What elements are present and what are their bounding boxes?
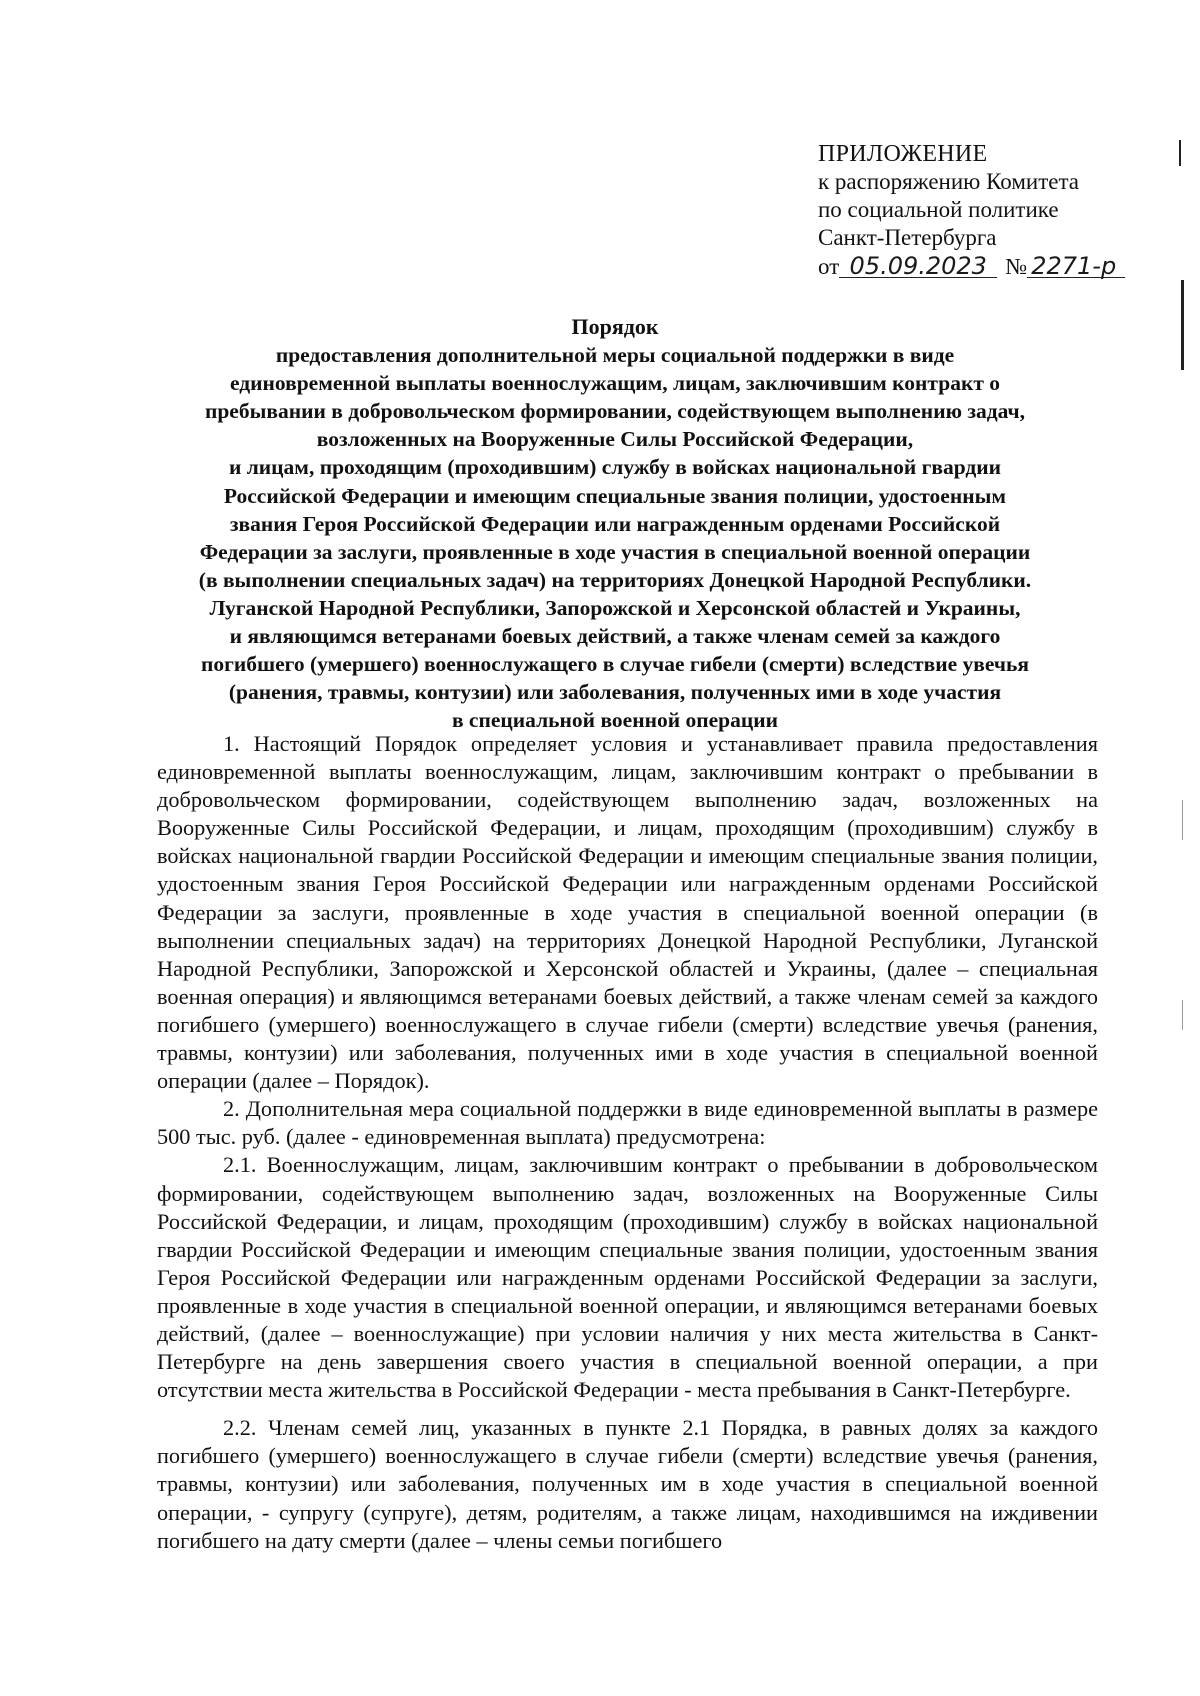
paragraph-1: 1. Настоящий Порядок определяет условия и устанавливает правила предоставления единовременной выплаты военнослужащим, лицам, заключившим контракт о пребывании в добровольческом формировании, содействующем выполнению задач, возложенных на Вооруженные Силы Российской Федерации, и лицам, проходящим (проходившим) службу в войсках национальной гвардии Российской Федерации и имеющим специальные звания полиции, удостоенным звания Героя Российской Федерации или награжденным орденами Российской Федерации за заслуги, проявленные в ходе участия в специальной военной операции (в выполнении специальных задач) на территориях Донецкой Народной Республики, Луганской Народной Республики, Запорожской и Херсонской областей и Украины, (далее – специальная военная операция) и являющимся ветеранами боевых действий, а также членам семей за каждого погибшего (умершего) военнослужащего в случае гибели (смерти) вследствие увечья (ранения, травмы, контузии) или заболевания, полученных ими в ходе участия в специальной военной операции (далее – Порядок). — [157, 731, 1098, 1094]
title-line: звания Героя Российской Федерации или награжденным орденами Российской — [229, 511, 1001, 536]
title-line: единовременной выплаты военнослужащим, лицам, заключившим контракт о — [229, 371, 1001, 396]
annex-line: Санкт-Петербурга — [818, 225, 997, 250]
margin-mark — [1182, 1000, 1183, 1030]
paragraph-2: 2. Дополнительная мера социальной поддержки в виде единовременной выплаты в размере 500 тыс. руб. (далее - единовременная выплата) предусмотрена: — [157, 1096, 1098, 1150]
annex-line: по социальной политике — [818, 197, 1059, 222]
title-line: и являющимся ветеранами боевых действий, а также членам семей за каждого — [229, 624, 1001, 649]
number-prefix: № — [1005, 254, 1028, 279]
margin-mark — [1181, 280, 1184, 370]
title-line: предоставления дополнительной меры социальной поддержки в виде — [275, 343, 955, 368]
date-prefix: от — [818, 254, 840, 279]
title-line: Российской Федерации и имеющим специальные звания полиции, удостоенным — [223, 483, 1007, 508]
annex-reference — [818, 252, 1158, 281]
title-line: Федерации за заслуги, проявленные в ходе участия в специальной военной операции — [199, 539, 1031, 564]
margin-mark — [1179, 140, 1181, 166]
title-line: Луганской Народной Республики, Запорожской и Херсонской областей и Украины, — [209, 595, 1021, 620]
title-line: пребывании в добровольческом формировании, содействующем выполнению задач, — [204, 399, 1026, 424]
annex-block — [818, 140, 1158, 281]
title-line: (в выполнении специальных задач) на территориях Донецкой Народной Республики. — [198, 567, 1032, 592]
document-title — [150, 313, 1080, 734]
title-line: (ранения, травмы, контузии) или заболевания, полученных ими в ходе участия — [228, 680, 1002, 705]
paragraph-2-2: 2.2. Членам семей лиц, указанных в пункте 2.1 Порядка, в равных долях за каждого погибшего (умершего) военнослужащего в случае гибели (смерти) вследствие увечья (ранения, травмы, контузии) или заболевания, полученных им в ходе участия в специальной военной операции, - супругу (супруге), детям, родителям, а также лицам, находившимся на иждивении погибшего на дату смерти (далее – члены семьи погибшего — [157, 1415, 1098, 1553]
title-line: в специальной военной операции — [451, 708, 779, 733]
title-line: погибшего (умершего) военнослужащего в случае гибели (смерти) вследствие увечья — [200, 652, 1030, 677]
annex-heading: ПРИЛОЖЕНИЕ — [818, 141, 988, 167]
annex-line: к распоряжению Комитета — [818, 169, 1079, 194]
document-body — [157, 730, 1098, 1555]
title-line: и лицам, проходящим (проходившим) службу в войсках национальной гвардии — [228, 455, 1002, 480]
handwritten-number: 2271-р — [1027, 252, 1125, 280]
title-line: возложенных на Вооруженные Силы Российской Федерации, — [316, 427, 914, 452]
handwritten-date: 05.09.2023 — [839, 252, 997, 280]
title-heading: Порядок — [571, 314, 659, 339]
paragraph-2-1: 2.1. Военнослужащим, лицам, заключившим контракт о пребывании в добровольческом формировании, содействующем выполнению задач, возложенных на Вооруженные Силы Российской Федерации, и лицам, проходящим (проходившим) службу в войсках национальной гвардии Российской Федерации и имеющим специальные звания полиции, удостоенным звания Героя Российской Федерации или награжденным орденами Российской Федерации за заслуги, проявленные в ходе участия в специальной военной операции, и являющимся ветеранами боевых действий, (далее – военнослужащие) при условии наличия у них места жительства в Санкт-Петербурге на день завершения своего участия в специальной военной операции, а при отсутствии места жительства в Российской Федерации - места пребывания в Санкт-Петербурге. — [157, 1152, 1098, 1403]
margin-mark — [1182, 800, 1183, 840]
